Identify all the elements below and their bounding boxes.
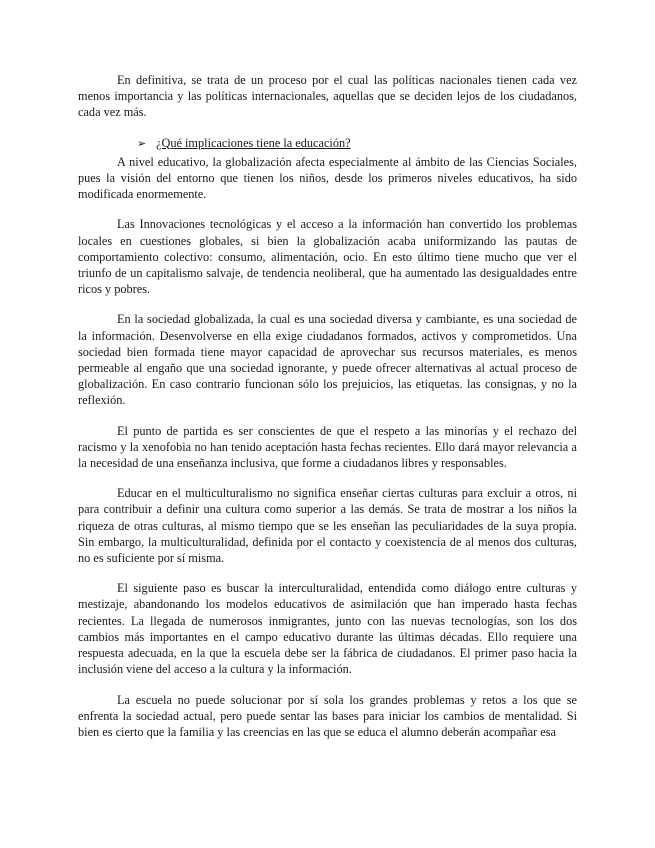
section-heading <box>78 135 577 152</box>
intro-paragraph: En definitiva, se trata de un proceso por el cual las políticas nacionales tienen cada vez menos importancia y las políticas internacionales, aquellas que se deciden lejos de los ciudadanos, cada vez más. <box>78 73 577 120</box>
arrow-bullet-icon: ➢ <box>137 137 147 150</box>
section-heading-text: ¿Qué implicaciones tiene la educación? <box>156 135 351 150</box>
body-paragraph-1: A nivel educativo, la globalización afecta especialmente al ámbito de las Ciencias Sociales, pues la visión del entorno que tienen los niños, desde los primeros niveles educativos, ha sido modificada enormemente. <box>78 154 577 202</box>
body-paragraph-4: El punto de partida es ser conscientes de que el respeto a las minorías y el rechazo del racismo y la xenofobia no han tenido aceptación hasta fechas recientes. Ello dará mayor relevancia a la necesidad de una enseñanza inclusiva, que forme a ciudadanos libres y responsables. <box>78 423 577 471</box>
body-paragraph-3: En la sociedad globalizada, la cual es una sociedad diversa y cambiante, es una sociedad de la información. Desenvolverse en ella exige ciudadanos formados, activos y comprometidos. Una sociedad bien formada tiene mayor capacidad de aprovechar sus recursos materiales, es menos permeable al engaño que una sociedad ignorante, y puede ofrecer alternativas al actual proceso de globalización. En caso contrario funcionan sólo los prejuicios, las etiquetas. las consignas, y no la reflexión. <box>78 312 577 408</box>
body-paragraph-5: Educar en el multiculturalismo no significa enseñar ciertas culturas para excluir a otros, ni para contribuir a definir una cultura como superior a las demás. Se trata de mostrar a los niños la riqueza de otras culturas, al mismo tiempo que se les enseñan las peculiaridades de la suya propia. Sin embargo, la multiculturalidad, definida por el contacto y coexistencia de al menos dos culturas, no es suficiente por sí misma. <box>78 486 577 566</box>
body-paragraph-2: Las Innovaciones tecnológicas y el acceso a la información han convertido los problemas locales en cuestiones globales, si bien la globalización acaba uniformizando las pautas de comportamiento colectivo: consumo, alimentación, ocio. En esto último tiene mucho que ver el triunfo de un capitalismo salvaje, de tendencia neoliberal, que ha aumentado las desigualdades entre ricos y pobres. <box>78 217 577 297</box>
body-paragraph-6: El siguiente paso es buscar la interculturalidad, entendida como diálogo entre culturas y mestizaje, abandonando los modelos educativos de asimilación que han imperado hasta fechas recientes. La llegada de numerosos inmigrantes, junto con las nuevas tecnologías, son los dos cambios más importantes en el campo educativo durante las últimas décadas. Ello requiere una respuesta adecuada, en la que la escuela debe ser la fábrica de ciudadanos. El primer paso hacia la inclusión viene del acceso a la cultura y la información. <box>78 581 577 677</box>
body-paragraph-7: La escuela no puede solucionar por sí sola los grandes problemas y retos a los que se enfrenta la sociedad actual, pero puede sentar las bases para iniciar los cambios de mentalidad. Si bien es cierto que la familia y las creencias en las que se educa el alumno deberán acompañar esa <box>78 692 577 739</box>
